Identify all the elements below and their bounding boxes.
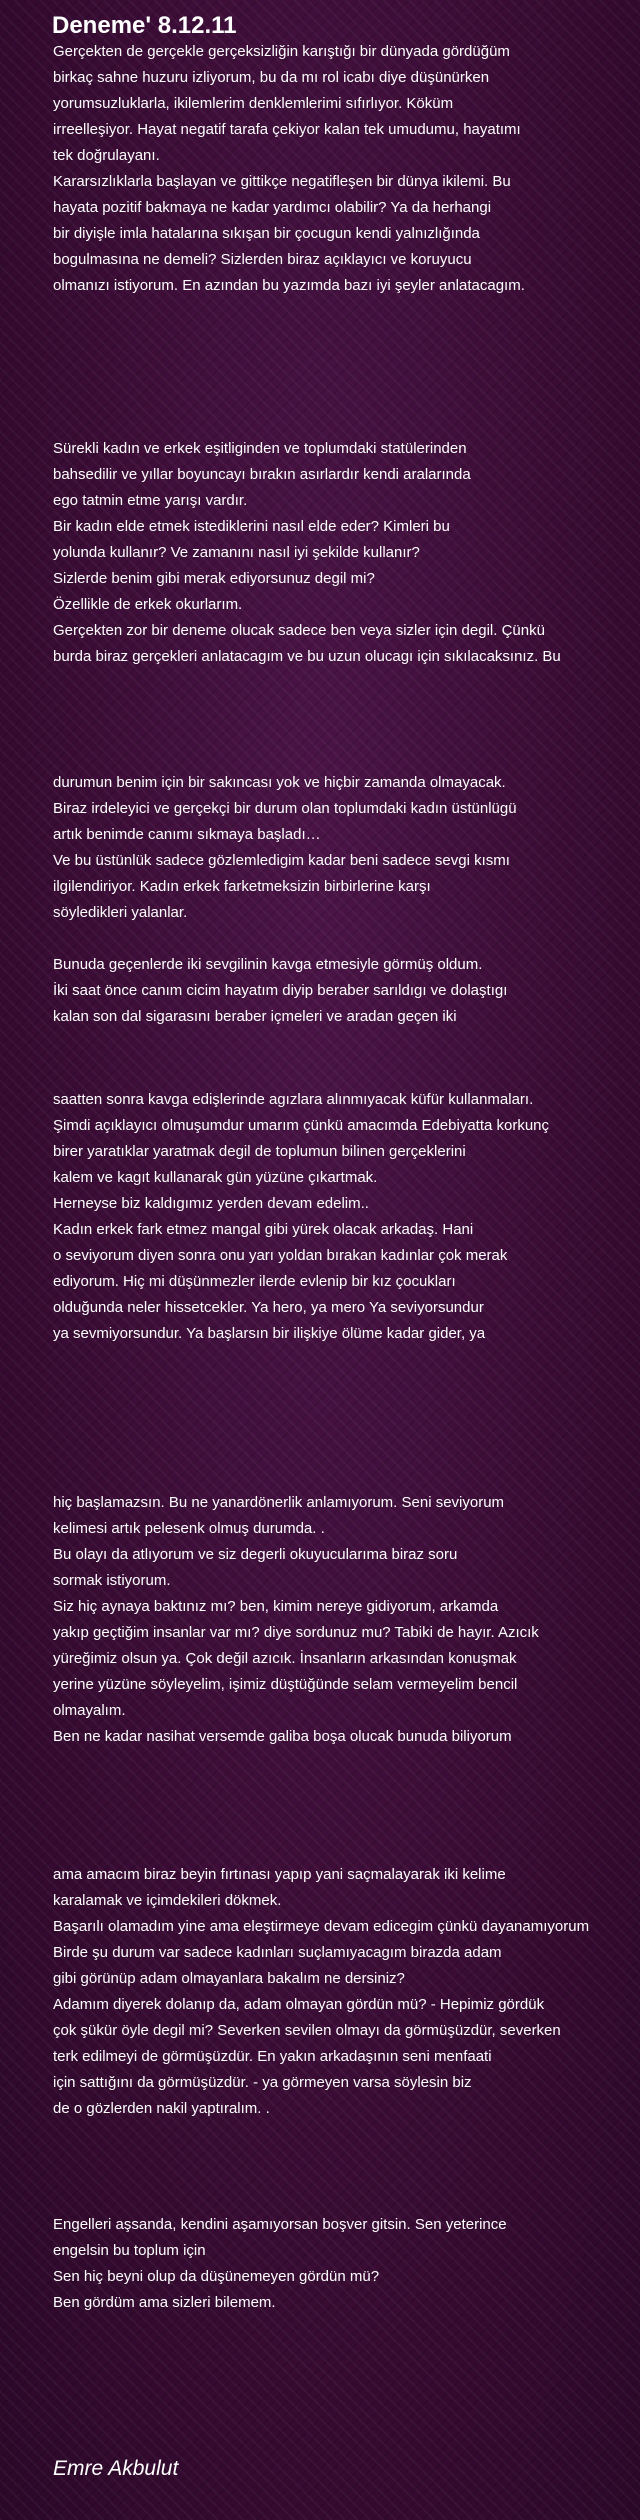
- poem-line: birkaç sahne huzuru izliyorum, bu da mı rol icabı diye düşünürken: [53, 69, 490, 86]
- poem-line: [53, 926, 640, 952]
- poem-line: Başarılı olamadım yine ama eleştirmeye devam edicegim çünkü dayanamıyorum: [53, 1918, 590, 1935]
- poem-line: Birde şu durum var sadece kadınları suçlamıyacagım birazda adam: [53, 1944, 502, 1961]
- poem-line: artık benimde canımı sıkmaya başladı…: [53, 826, 321, 843]
- poem-line: Adamım diyerek dolanıp da, adam olmayan gördün mü? - Hepimiz gördük: [53, 1996, 545, 2013]
- stanza-6: [53, 1862, 640, 2122]
- poem-line: olduğunda neler hissetcekler. Ya hero, ya mero Ya seviyorsundur: [53, 1299, 484, 1316]
- poem-line: yerine yüzüne söyleyelim, işimiz düştüğünde selam vermeyelim bencil: [53, 1676, 518, 1693]
- poem-line: saatten sonra kavga edişlerinde agızlara alınmıyacak küfür kullanmaları.: [53, 1091, 534, 1108]
- poem-line: Özellikle de erkek okurlarım.: [53, 596, 243, 613]
- stanza-7: [53, 2212, 640, 2316]
- poem-line: hayata pozitif bakmaya ne kadar yardımcı olabilir? Ya da herhangi: [53, 199, 492, 216]
- poem-line: Sizlerde benim gibi merak ediyorsunuz degil mi?: [53, 570, 375, 587]
- poem-line: Ben ne kadar nasihat versemde galiba boşa olucak bunuda biliyorum: [53, 1728, 512, 1745]
- poem-line: o seviyorum diyen sonra onu yarı yoldan bırakan kadınlar çok merak: [53, 1247, 508, 1264]
- poem-line: irreelleşiyor. Hayat negatif tarafa çekiyor kalan tek umudumu, hayatımı: [53, 121, 521, 138]
- poem-line: Bu olayı da atlıyorum ve siz degerli okuyucularıma biraz soru: [53, 1546, 458, 1563]
- poem-line: kalem ve kagıt kullanarak gün yüzüne çıkartmak.: [53, 1169, 378, 1186]
- stanza-1: [53, 39, 640, 299]
- poem-line: bogulmasına ne demeli? Sizlerden biraz açıklayıcı ve koruyucu: [53, 251, 472, 268]
- poem-line: Şimdi açıklayıcı olmuşumdur umarım çünkü amacımda Edebiyatta korkunç: [53, 1117, 550, 1134]
- poem-line: İki saat önce canım cicim hayatım diyip beraber sarıldıgı ve dolaştıgı: [53, 982, 508, 999]
- poem-line: Biraz irdeleyici ve gerçekçi bir durum olan toplumdaki kadın üstünlügü: [53, 800, 517, 817]
- poem-line: olmanızı istiyorum. En azından bu yazımda bazı iyi şeyler anlatacagım.: [53, 277, 525, 294]
- poem-line: Sürekli kadın ve erkek eşitliginden ve toplumdaki statülerinden: [53, 440, 467, 457]
- author-name: Emre Akbulut: [53, 2457, 179, 2480]
- poem-line: durumun benim için bir sakıncası yok ve hiçbir zamanda olmayacak.: [53, 774, 506, 791]
- poem-line: kelimesi artık pelesenk olmuş durumda. .: [53, 1520, 325, 1537]
- poem-line: ediyorum. Hiç mi düşünmezler ilerde evlenip bir kız çocukları: [53, 1273, 456, 1290]
- poem-line: Herneyse biz kaldıgımız yerden devam edelim..: [53, 1195, 369, 1212]
- poem-line: yüreğimiz olsun ya. Çok değil azıcık. İnsanların arkasından konuşmak: [53, 1650, 517, 1667]
- poem-line: Ve bu üstünlük sadece gözlemledigim kadar beni sadece sevgi kısmı: [53, 852, 510, 869]
- poem-line: ilgilendiriyor. Kadın erkek farketmeksizin birbirlerine karşı: [53, 878, 431, 895]
- poem-line: Gerçekten de gerçekle gerçeksizliğin karıştığı bir dünyada gördüğüm: [53, 43, 510, 60]
- poem-line: çok şükür öyle degil mi? Severken sevilen olmayı da görmüşüzdür, severken: [53, 2022, 561, 2039]
- poem-line: Engelleri aşsanda, kendini aşamıyorsan boşver gitsin. Sen yeterince: [53, 2216, 507, 2233]
- poem-line: Bir kadın elde etmek istediklerini nasıl elde eder? Kimleri bu: [53, 518, 450, 535]
- stanza-2: [53, 436, 640, 670]
- poem-line: Siz hiç aynaya baktınız mı? ben, kimim nereye gidiyorum, arkamda: [53, 1598, 499, 1615]
- poem-line: Gerçekten zor bir deneme olucak sadece ben veya sizler için degil. Çünkü: [53, 622, 545, 639]
- poem-line: hiç başlamazsın. Bu ne yanardönerlik anlamıyorum. Seni seviyorum: [53, 1494, 505, 1511]
- poem-line: engelsin bu toplum için: [53, 2242, 206, 2259]
- poem-line: yorumsuzluklarla, ikilemlerim denklemlerimi sıfırlıyor. Köküm: [53, 95, 454, 112]
- poem-line: burda biraz gerçekleri anlatacagım ve bu uzun olucagı için sıkılacaksınız. Bu: [53, 648, 561, 665]
- poem-line: bahsedilir ve yıllar boyuncayı bırakın asırlardır kendi aralarında: [53, 466, 471, 483]
- poem-line: Kararsızlıklarla başlayan ve gittikçe negatifleşen bir dünya ikilemi. Bu: [53, 173, 511, 190]
- poem-line: gibi görünüp adam olmayanlara bakalım ne dersiniz?: [53, 1970, 405, 1987]
- poem-line: bir diyişle imla hatalarına sıkışan bir çocugun kendi yalnızlığında: [53, 225, 480, 242]
- poem-line: ama amacım biraz beyin fırtınası yapıp yani saçmalayarak iki kelime: [53, 1866, 506, 1883]
- poem-line: birer yaratıklar yaratmak degil de toplumun bilinen gerçeklerini: [53, 1143, 466, 1160]
- poem-line: söyledikleri yalanlar.: [53, 904, 188, 921]
- poem-line: ego tatmin etme yarışı vardır.: [53, 492, 248, 509]
- stanza-5: [53, 1490, 640, 1750]
- poem-line: Kadın erkek fark etmez mangal gibi yürek olacak arkadaş. Hani: [53, 1221, 474, 1238]
- poem-line: olmayalım.: [53, 1702, 126, 1719]
- poem-line: kalan son dal sigarasını beraber içmeleri ve aradan geçen iki: [53, 1008, 457, 1025]
- poem-line: Sen hiç beyni olup da düşünemeyen gördün mü?: [53, 2268, 380, 2285]
- poem-line: sormak istiyorum.: [53, 1572, 171, 1589]
- poem-line: tek doğrulayanı.: [53, 147, 160, 164]
- stanza-4: [53, 1087, 640, 1347]
- poem-line: terk edilmeyi de görmüşüzdür. En yakın arkadaşının seni menfaati: [53, 2048, 492, 2065]
- stanza-3: [53, 770, 640, 1030]
- poem-title: Deneme' 8.12.11: [52, 12, 237, 39]
- poem-line: için sattığını da görmüşüzdür. - ya görmeyen varsa söylesin biz: [53, 2074, 472, 2091]
- poem-line: Ben gördüm ama sizleri bilemem.: [53, 2294, 276, 2311]
- poem-line: yakıp geçtiğim insanlar var mı? diye sordunuz mu? Tabiki de hayır. Azıcık: [53, 1624, 539, 1641]
- poem-line: Bunuda geçenlerde iki sevgilinin kavga etmesiyle görmüş oldum.: [53, 956, 483, 973]
- poem-line: karalamak ve içimdekileri dökmek.: [53, 1892, 282, 1909]
- poem-line: ya sevmiyorsundur. Ya başlarsın bir ilişkiye ölüme kadar gider, ya: [53, 1325, 486, 1342]
- poem-line: yolunda kullanır? Ve zamanını nasıl iyi şekilde kullanır?: [53, 544, 420, 561]
- poem-line: de o gözlerden nakil yaptıralım. .: [53, 2100, 270, 2117]
